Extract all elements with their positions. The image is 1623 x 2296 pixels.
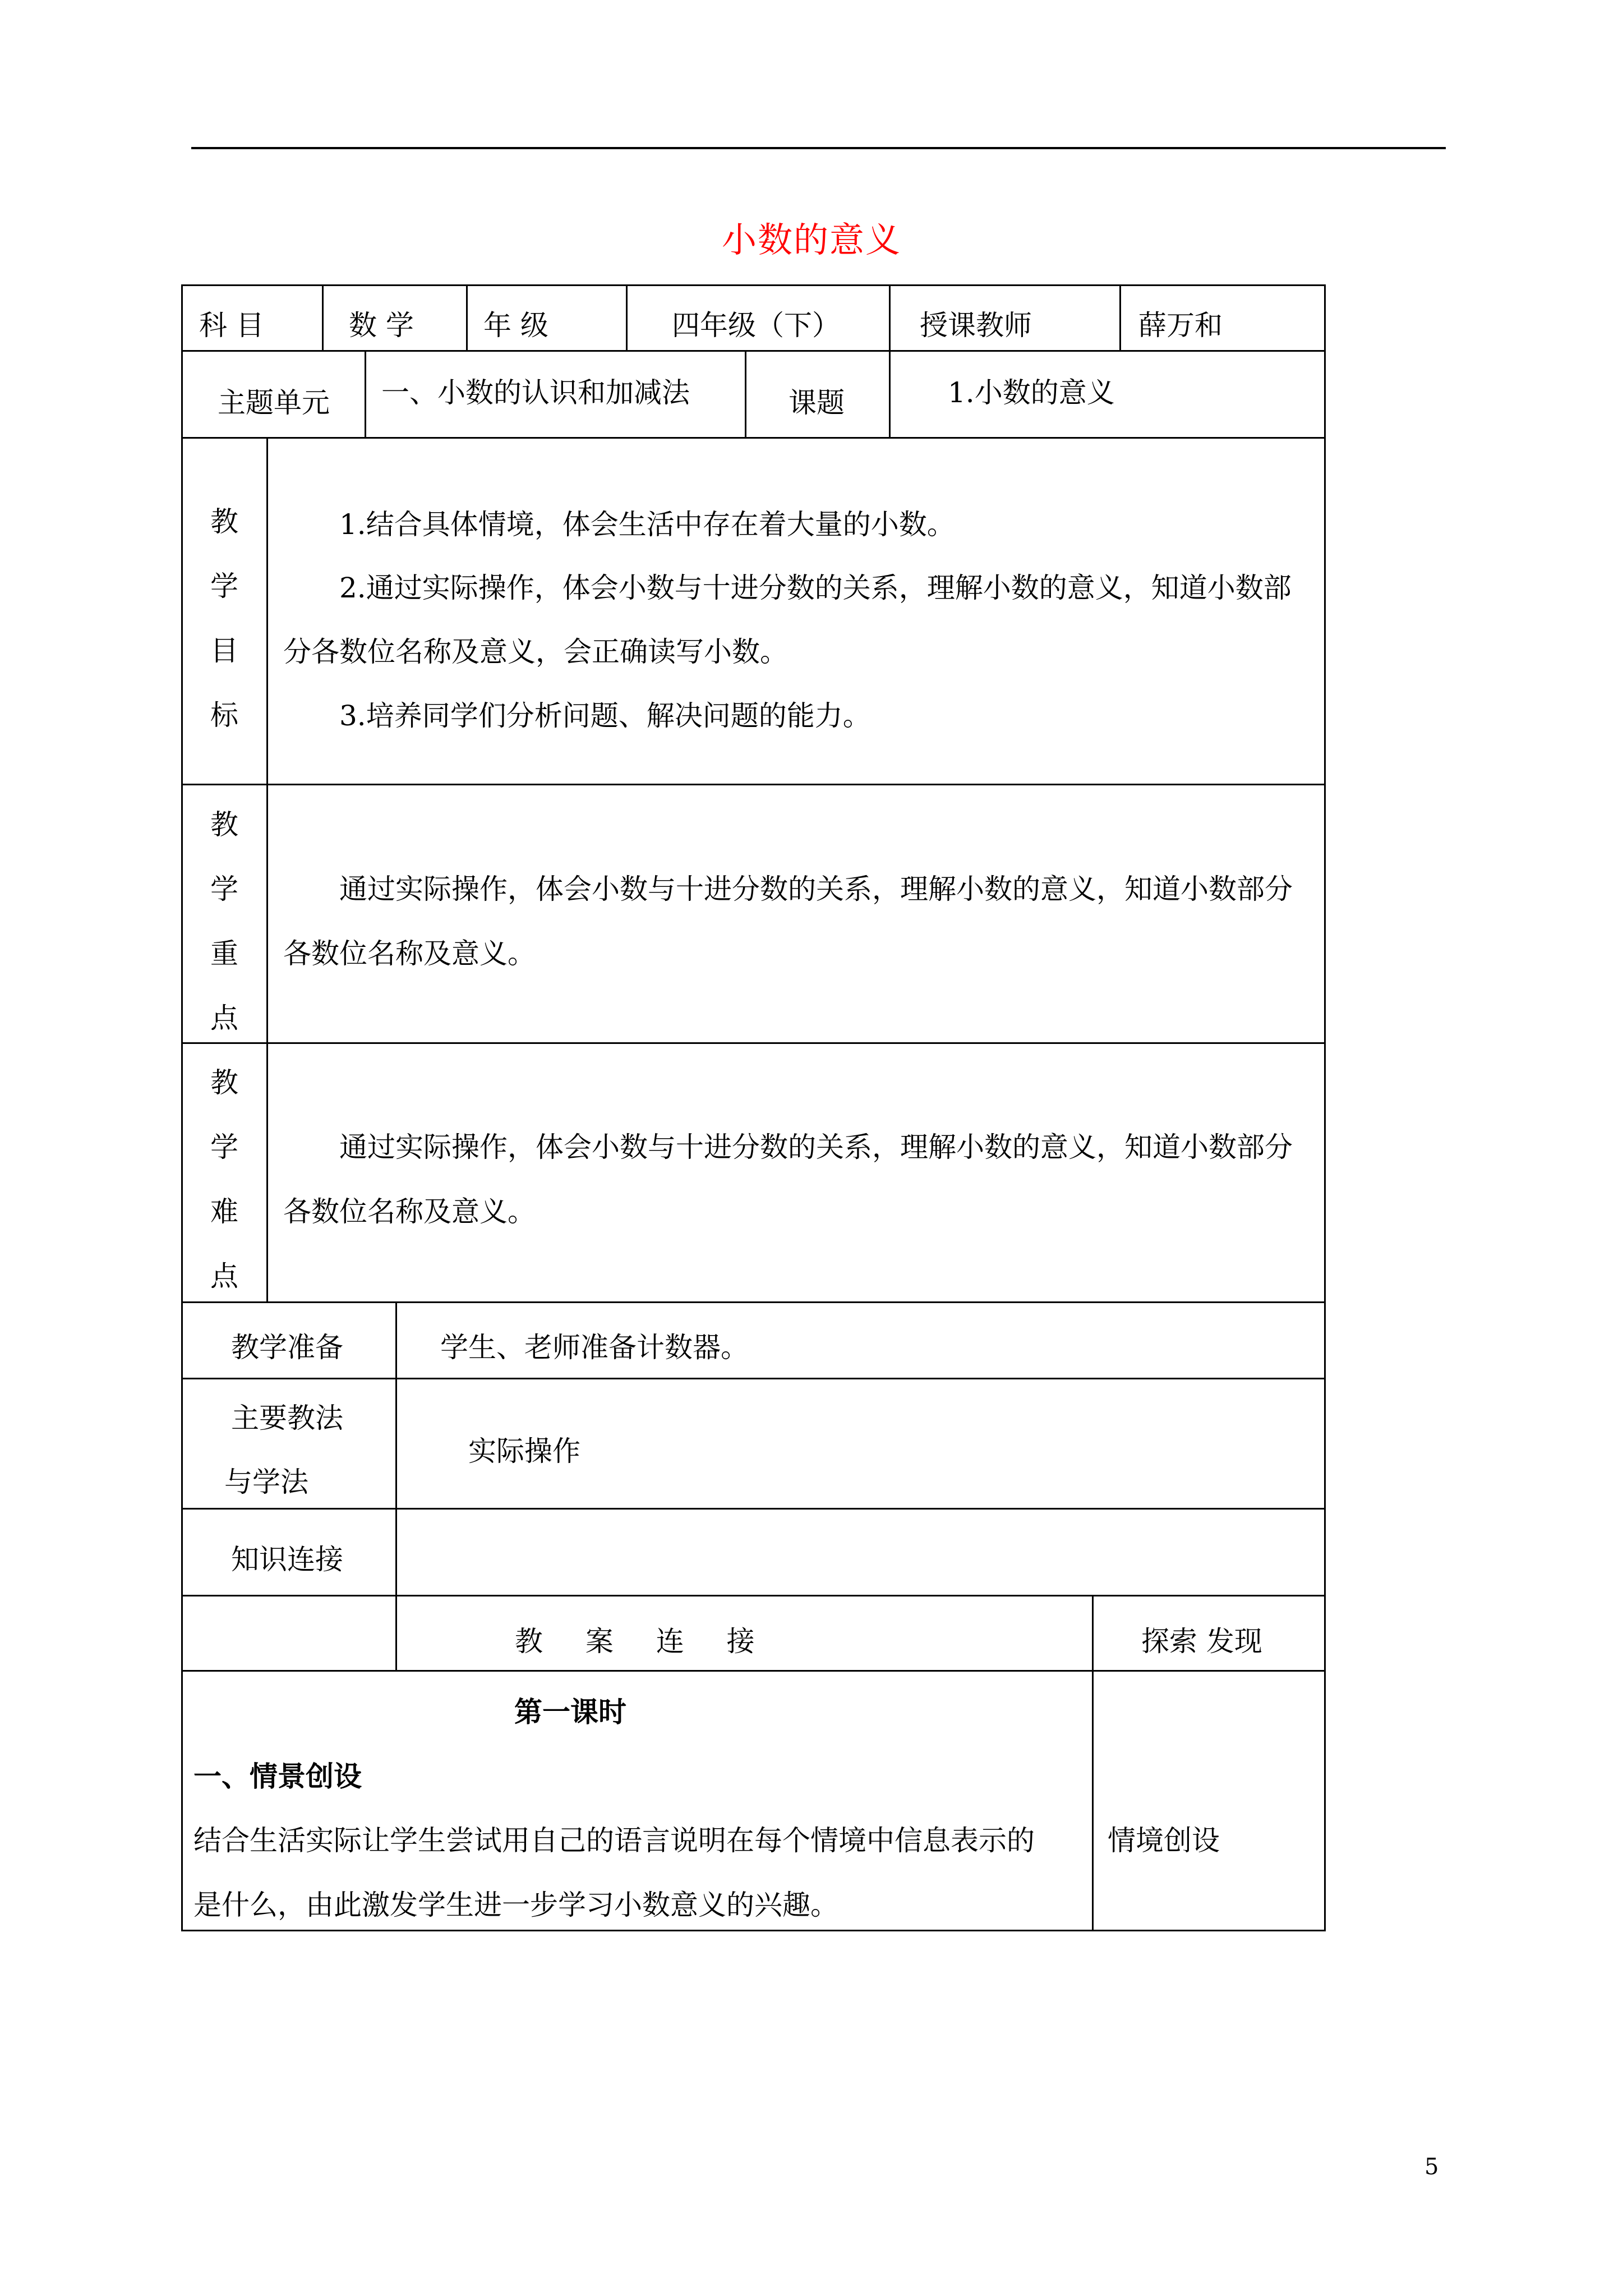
methods-value: 实际操作 [468,1435,580,1467]
col-divider [889,284,891,351]
grade-value: 四年级（下） [672,309,840,342]
col-divider [745,350,746,438]
col-divider [395,1301,397,1671]
grade-label: 年 级 [483,309,548,342]
row-divider [181,1378,1326,1379]
plan-note: 情境创设 [1108,1824,1220,1857]
row-divider [181,1670,1326,1672]
col-divider [889,350,891,438]
row-divider [181,784,1326,785]
row-divider [181,1042,1326,1044]
difficulties-line: 通过实际操作，体会小数与十进分数的关系，理解小数的意义，知道小数部分 [339,1131,1293,1163]
lesson-heading: 第一课时 [514,1695,626,1728]
teacher-label: 授课教师 [920,309,1032,342]
col-divider [1092,1595,1094,1931]
key-points-line: 各数位名称及意义。 [283,937,536,970]
plan-text-line: 结合生活实际让学生尝试用自己的语言说明在每个情境中信息表示的 [193,1824,1035,1857]
section-heading: 一、情景创设 [193,1760,362,1793]
teacher-value: 薛万和 [1138,309,1223,342]
key-points-line: 通过实际操作，体会小数与十进分数的关系，理解小数的意义，知道小数部分 [339,873,1293,905]
page-title: 小数的意义 [721,219,901,260]
preparation-label: 教学准备 [231,1331,343,1364]
unit-label: 主题单元 [218,386,330,419]
objective-line: 3.培养同学们分析问题、解决问题的能力。 [339,700,871,732]
row-divider [181,1595,1326,1596]
methods-label-line1: 主要教法 [231,1402,343,1434]
preparation-value: 学生、老师准备计数器。 [440,1331,749,1364]
knowledge-label: 知识连接 [231,1543,343,1576]
plan-header-left: 教 案 连 接 [515,1625,755,1658]
col-divider [626,284,628,351]
unit-value: 一、小数的认识和加减法 [381,376,690,409]
header-rule [191,147,1446,149]
col-divider [322,284,324,351]
objective-line: 1.结合具体情境，体会生活中存在着大量的小数。 [339,508,955,541]
col-divider [1119,284,1121,351]
plan-text-line: 是什么，由此激发学生进一步学习小数意义的兴趣。 [193,1889,838,1921]
objective-line: 2.通过实际操作，体会小数与十进分数的关系，理解小数的意义，知道小数部 [339,572,1292,604]
col-divider [466,284,468,351]
subject-label: 科 目 [199,309,264,342]
row-divider [181,1508,1326,1510]
col-divider [266,437,268,1302]
topic-label: 课题 [789,386,845,419]
row-divider [181,350,1326,352]
page-number: 5 [1424,2154,1439,2180]
subject-value: 数 学 [349,309,414,342]
topic-value: 1.小数的意义 [948,376,1115,409]
row-divider [181,1301,1326,1303]
methods-label-line2: 与学法 [224,1466,308,1498]
col-divider [365,350,366,438]
row-divider [181,437,1326,439]
plan-header-right: 探索 发现 [1141,1625,1262,1658]
difficulties-line: 各数位名称及意义。 [283,1195,536,1228]
objective-line: 分各数位名称及意义，会正确读写小数。 [283,636,788,668]
